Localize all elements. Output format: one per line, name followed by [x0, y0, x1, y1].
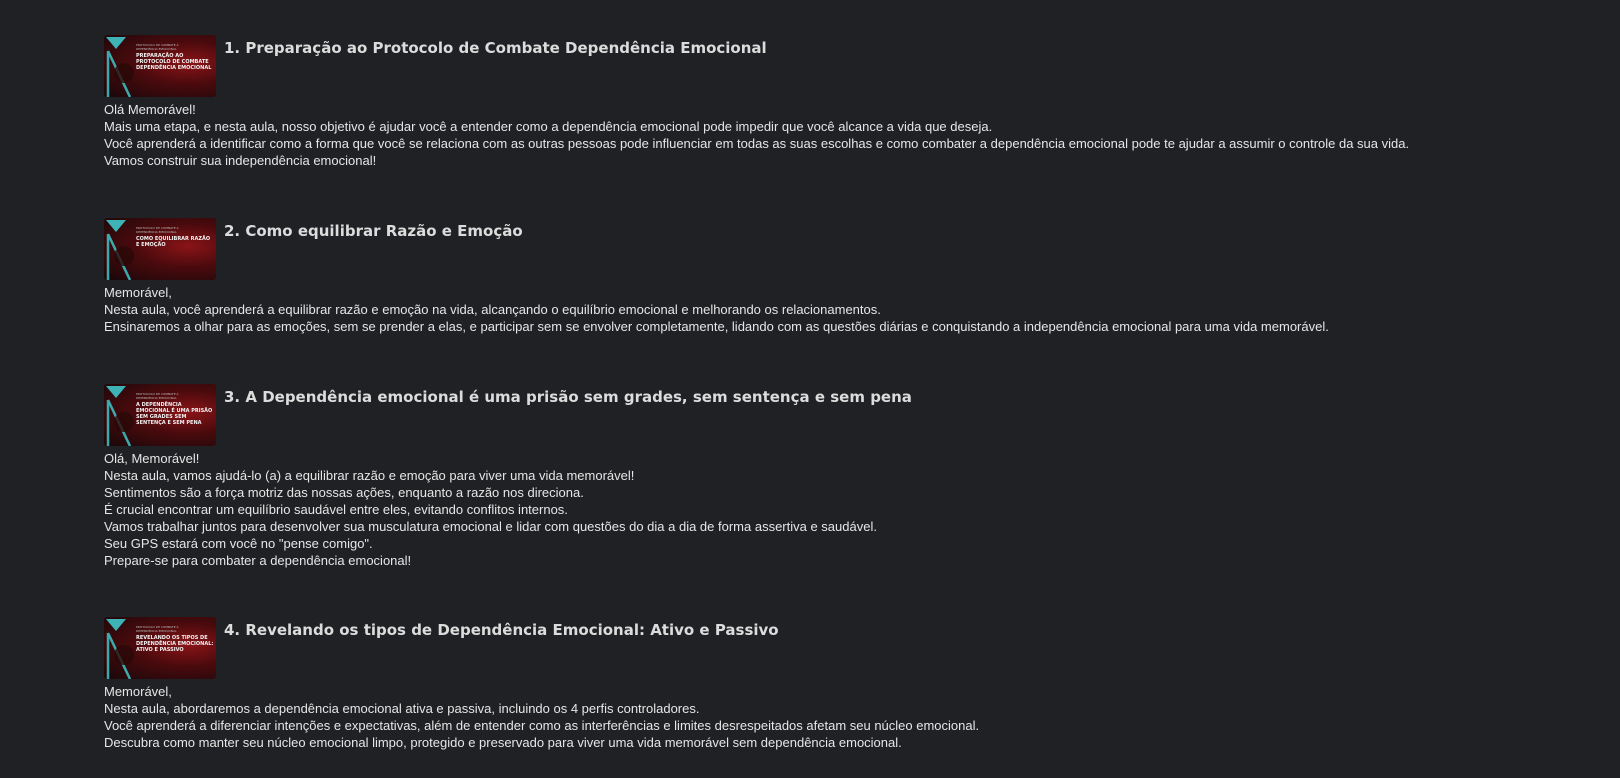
description-line: Ensinaremos a olhar para as emoções, sem se prender a elas, e participar sem se envolver completamente, lidando com as questões diárias e conquistando a independência emocional para uma vida memorável.	[104, 319, 1329, 334]
lesson-header	[104, 617, 1604, 683]
description-line: Nesta aula, abordaremos a dependência emocional ativa e passiva, incluindo os 4 perfis controladores.	[104, 701, 700, 716]
lesson-description	[104, 450, 1604, 569]
description-line: Descubra como manter seu núcleo emocional limpo, protegido e preservado para viver uma vida memorável sem dependência emocional.	[104, 735, 902, 750]
thumbnail-caption: PROTOCOLO DE COMBATE À DEPENDÊNCIA EMOCIONAL	[136, 226, 179, 234]
description-line: Seu GPS estará com você no "pense comigo".	[104, 536, 373, 551]
description-line: É crucial encontrar um equilíbrio saudável entre eles, evitando conflitos internos.	[104, 502, 568, 517]
description-line: Mais uma etapa, e nesta aula, nosso objetivo é ajudar você a entender como a dependência emocional pode impedir que você alcance a vida que deseja.	[104, 119, 993, 134]
description-line: Memorável,	[104, 285, 172, 300]
lesson-item	[104, 384, 1604, 569]
description-line: Vamos construir sua independência emocional!	[104, 153, 377, 168]
lesson-title[interactable]: 2. Como equilibrar Razão e Emoção	[224, 222, 523, 240]
lesson-thumbnail[interactable]	[104, 617, 216, 679]
description-line: Olá Memorável!	[104, 102, 196, 117]
lesson-item	[104, 617, 1604, 751]
thumbnail-caption: PROTOCOLO DE COMBATE À DEPENDÊNCIA EMOCIONAL	[136, 392, 179, 400]
thumbnail-title: PREPARAÇÃO AO PROTOCOLO DE COMBATE DEPENDÊNCIA EMOCIONAL	[136, 53, 212, 71]
description-line: Vamos trabalhar juntos para desenvolver sua musculatura emocional e lidar com questões do dia a dia de forma assertiva e saudável.	[104, 519, 877, 534]
lesson-item	[104, 35, 1604, 169]
thumbnail-caption: PROTOCOLO DE COMBATE À DEPENDÊNCIA EMOCIONAL	[136, 43, 179, 51]
lesson-description	[104, 284, 1604, 335]
description-line: Sentimentos são a força motriz das nossas ações, enquanto a razão nos direciona.	[104, 485, 584, 500]
lesson-header	[104, 218, 1604, 284]
description-line: Olá, Memorável!	[104, 451, 200, 466]
description-line: Prepare-se para combater a dependência emocional!	[104, 553, 412, 568]
lesson-title[interactable]: 4. Revelando os tipos de Dependência Emocional: Ativo e Passivo	[224, 621, 779, 639]
lesson-item	[104, 218, 1604, 335]
lesson-description	[104, 683, 1604, 751]
lesson-thumbnail[interactable]	[104, 218, 216, 280]
description-line: Você aprenderá a diferenciar intenções e expectativas, além de entender como as interferências e limites desrespeitados afetam seu núcleo emocional.	[104, 718, 980, 733]
lesson-thumbnail[interactable]	[104, 384, 216, 446]
lesson-thumbnail[interactable]	[104, 35, 216, 97]
lesson-header	[104, 35, 1604, 101]
lesson-description	[104, 101, 1604, 169]
description-line: Você aprenderá a identificar como a forma que você se relaciona com as outras pessoas pode influenciar em todas as suas escolhas e como combater a dependência emocional pode te ajudar a assumir o controle da sua vida.	[104, 136, 1410, 151]
description-line: Nesta aula, você aprenderá a equilibrar razão e emoção na vida, alcançando o equilíbrio emocional e melhorando os relacionamentos.	[104, 302, 881, 317]
description-line: Memorável,	[104, 684, 172, 699]
thumbnail-title: COMO EQUILIBRAR RAZÃO E EMOÇÃO	[136, 236, 211, 248]
thumbnail-caption: PROTOCOLO DE COMBATE À DEPENDÊNCIA EMOCIONAL	[136, 625, 179, 633]
lesson-title[interactable]: 3. A Dependência emocional é uma prisão sem grades, sem sentença e sem pena	[224, 388, 912, 406]
description-line: Nesta aula, vamos ajudá-lo (a) a equilibrar razão e emoção para viver uma vida memorável!	[104, 468, 635, 483]
thumbnail-title: REVELANDO OS TIPOS DE DEPENDÊNCIA EMOCIONAL: ATIVO E PASSIVO	[136, 635, 214, 653]
thumbnail-title: A DEPENDÊNCIA EMOCIONAL É UMA PRISÃO SEM GRADES SEM SENTENÇA E SEM PENA	[136, 402, 213, 426]
lesson-title[interactable]: 1. Preparação ao Protocolo de Combate Dependência Emocional	[224, 39, 767, 57]
lesson-header	[104, 384, 1604, 450]
